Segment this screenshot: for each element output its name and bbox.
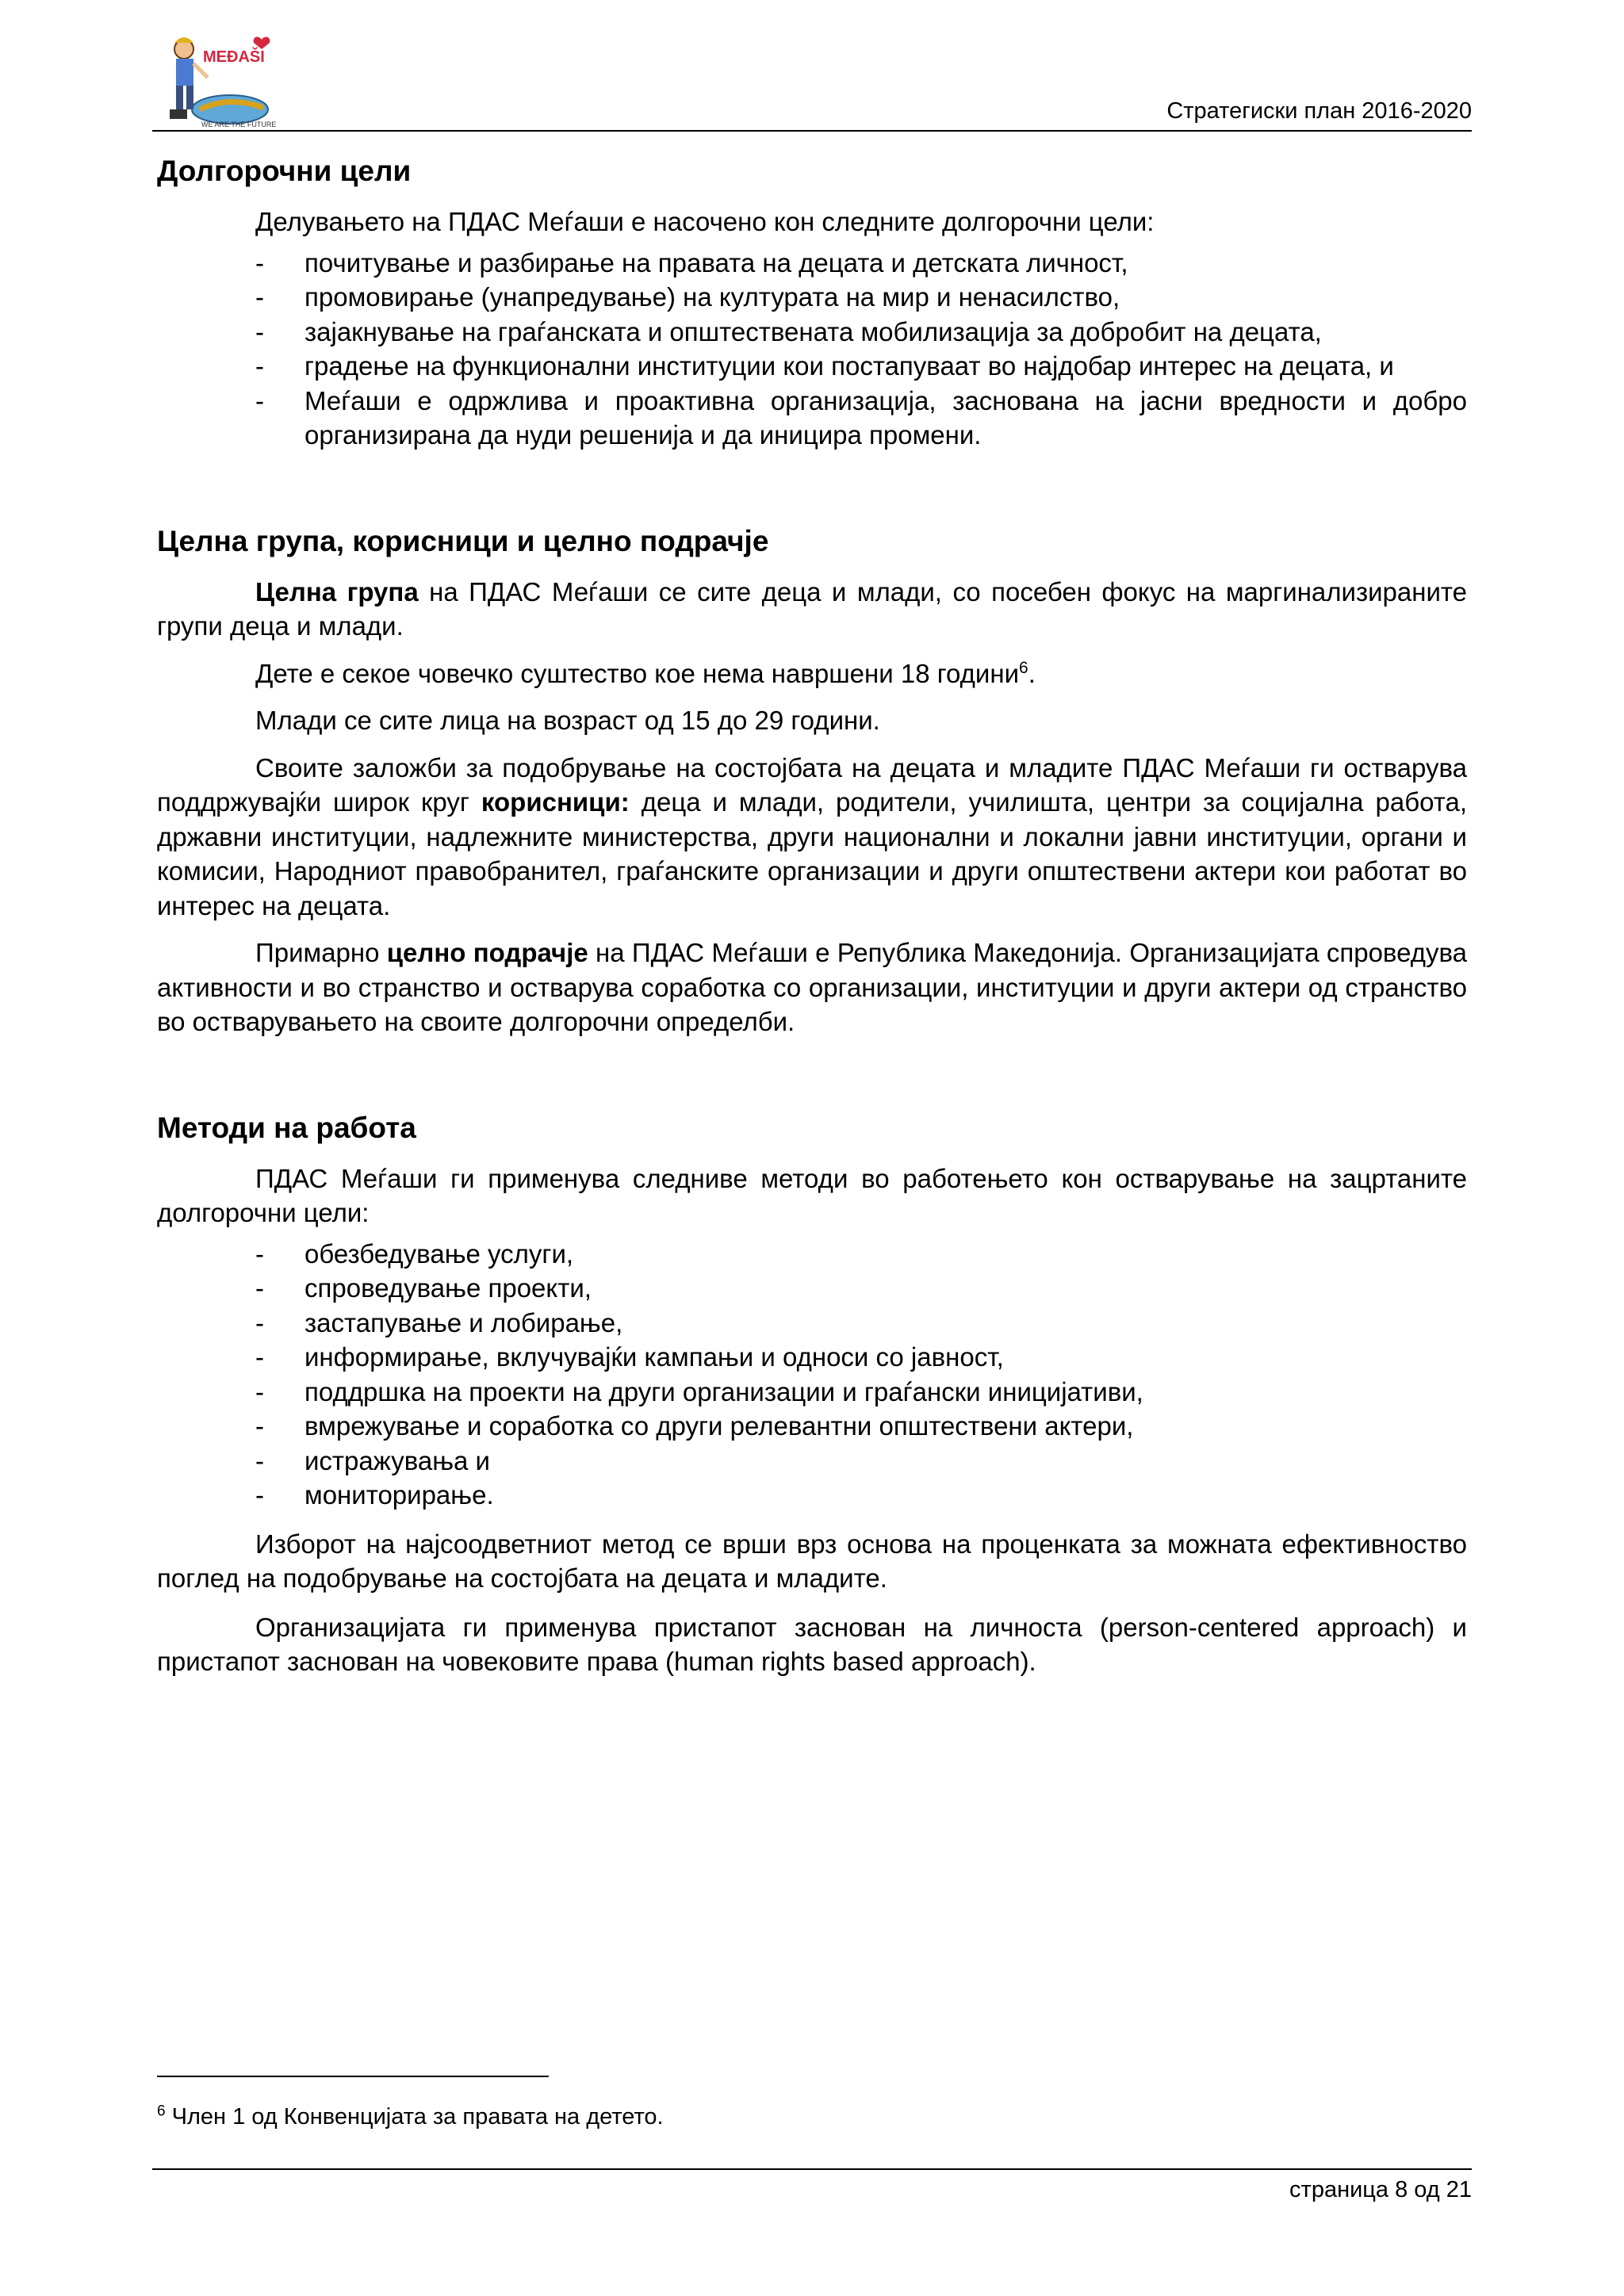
goals-list-item: - зајакнување на граѓанската и општествената мобилизација за добробит на децата,: [157, 315, 1467, 350]
methods-list-item: - истражувања и: [157, 1444, 1467, 1479]
youth-definition-paragraph: Млади се сите лица на возраст од 15 до 29 години.: [255, 706, 880, 735]
footnote: [157, 2103, 664, 2131]
child-definition-text: Дете е секое човечко суштество кое нема навршени 18 години: [255, 658, 1020, 688]
child-definition-paragraph: [157, 656, 1467, 691]
footnote-reference[interactable]: 6: [1019, 658, 1028, 677]
goals-list-item: - градење на функционални институции кои постапуваат во најдобар интерес на децата, и: [157, 349, 1467, 384]
approach-paragraph: Организацијата ги применува пристапот заснован на личноста (person-centered approach) и пристапот заснован на човековите права (human rights based approach).: [157, 1612, 1467, 1676]
document-title: Стратегиски план 2016-2020: [1166, 98, 1472, 124]
goals-list: [157, 246, 1467, 453]
page-content: [157, 152, 1467, 1679]
target-area-paragraph: [157, 936, 1467, 1039]
header-divider: [152, 130, 1472, 132]
goals-list-item: - Меѓаши е одржлива и проактивна организација, заснована на јасни вредности и добро организирана да нуди решенија и да иницира промени.: [157, 384, 1467, 453]
goals-list-item: - промовирање (унапредување) на културата на мир и ненасилство,: [157, 280, 1467, 315]
section-heading-target: Целна група, корисници и целно подрачје: [157, 524, 769, 557]
child-definition-end: .: [1028, 658, 1036, 688]
methods-list-item: - спроведување проекти,: [157, 1271, 1467, 1306]
goals-list-item: - почитување и разбирање на правата на децата и детската личност,: [157, 246, 1467, 281]
beneficiaries-paragraph: [157, 751, 1467, 924]
method-selection-paragraph: Изборот на најсоодветниот метод се врши врз основа на проценката за можната ефективноство поглед на подобрување на состојбата на децата и младите.: [157, 1529, 1467, 1593]
logo-graphic: [152, 27, 279, 128]
beneficiaries-term: корисници:: [481, 787, 630, 817]
goals-intro: Делувањето на ПДАС Меѓаши е насочено кон следните долгорочни цели:: [255, 207, 1155, 236]
beneficiaries-text-post: деца и млади, родители, училишта, центри за социјална работа, државни институции, надлежните министерства, други национални и локални јавни институции, органи и комисии, Народниот правобранител, граѓанските организации и други општествени актери кои работат во интерес на децата.: [157, 787, 1467, 920]
methods-list-item: - информирање, вклучувајќи кампањи и односи со јавност,: [157, 1340, 1467, 1375]
section-heading-goals: Долгорочни цели: [157, 155, 412, 187]
target-group-paragraph: [157, 575, 1467, 644]
target-area-text-post: на ПДАС Меѓаши е Република Македонија. Организацијата спроведува активности и во странство и остварува соработка со организации, институции и други актери од странство во остварувањето на своите долгорочни определби.: [157, 938, 1467, 1036]
page-number: страница 8 од 21: [1289, 2177, 1472, 2202]
target-area-term: целно подрачје: [386, 938, 588, 967]
methods-list-item: - поддршка на проекти на други организации и граѓански иницијативи,: [157, 1375, 1467, 1410]
footnote-text: Член 1 од Конвенцијата за правата на детето.: [165, 2104, 664, 2130]
organization-logo: [152, 27, 279, 128]
section-heading-methods: Методи на работа: [157, 1111, 416, 1144]
footnote-number: 6: [157, 2103, 166, 2120]
logo-tagline: WE ARE THE FUTURE: [201, 121, 277, 128]
logo-wordmark: MEĐAŠI: [203, 48, 265, 66]
methods-list-item: - обезбедување услуги,: [157, 1237, 1467, 1272]
target-group-text: на ПДАС Меѓаши се сите деца и млади, со посебен фокус на маргинализираните групи деца и млади.: [157, 576, 1467, 641]
methods-list-item: - застапување и лобирање,: [157, 1306, 1467, 1341]
target-group-term: Целна група: [255, 576, 419, 607]
methods-list-item: - вмрежување и соработка со други релевантни општествени актери,: [157, 1409, 1467, 1444]
footnote-divider: [157, 2076, 549, 2077]
methods-list: [157, 1237, 1467, 1513]
footer-divider: [152, 2168, 1472, 2170]
methods-list-item: - мониторирање.: [157, 1478, 1467, 1513]
methods-intro: ПДАС Меѓаши ги применува следниве методи во работењето кон остварување на зацртаните долгорочни цели:: [157, 1163, 1467, 1227]
target-area-text-pre: Примарно: [255, 938, 387, 967]
beneficiaries-text-pre: Своите заложби за подобрување на состојбата на децата и младите ПДАС Меѓаши ги остварува поддржувајќи широк круг: [157, 752, 1467, 817]
